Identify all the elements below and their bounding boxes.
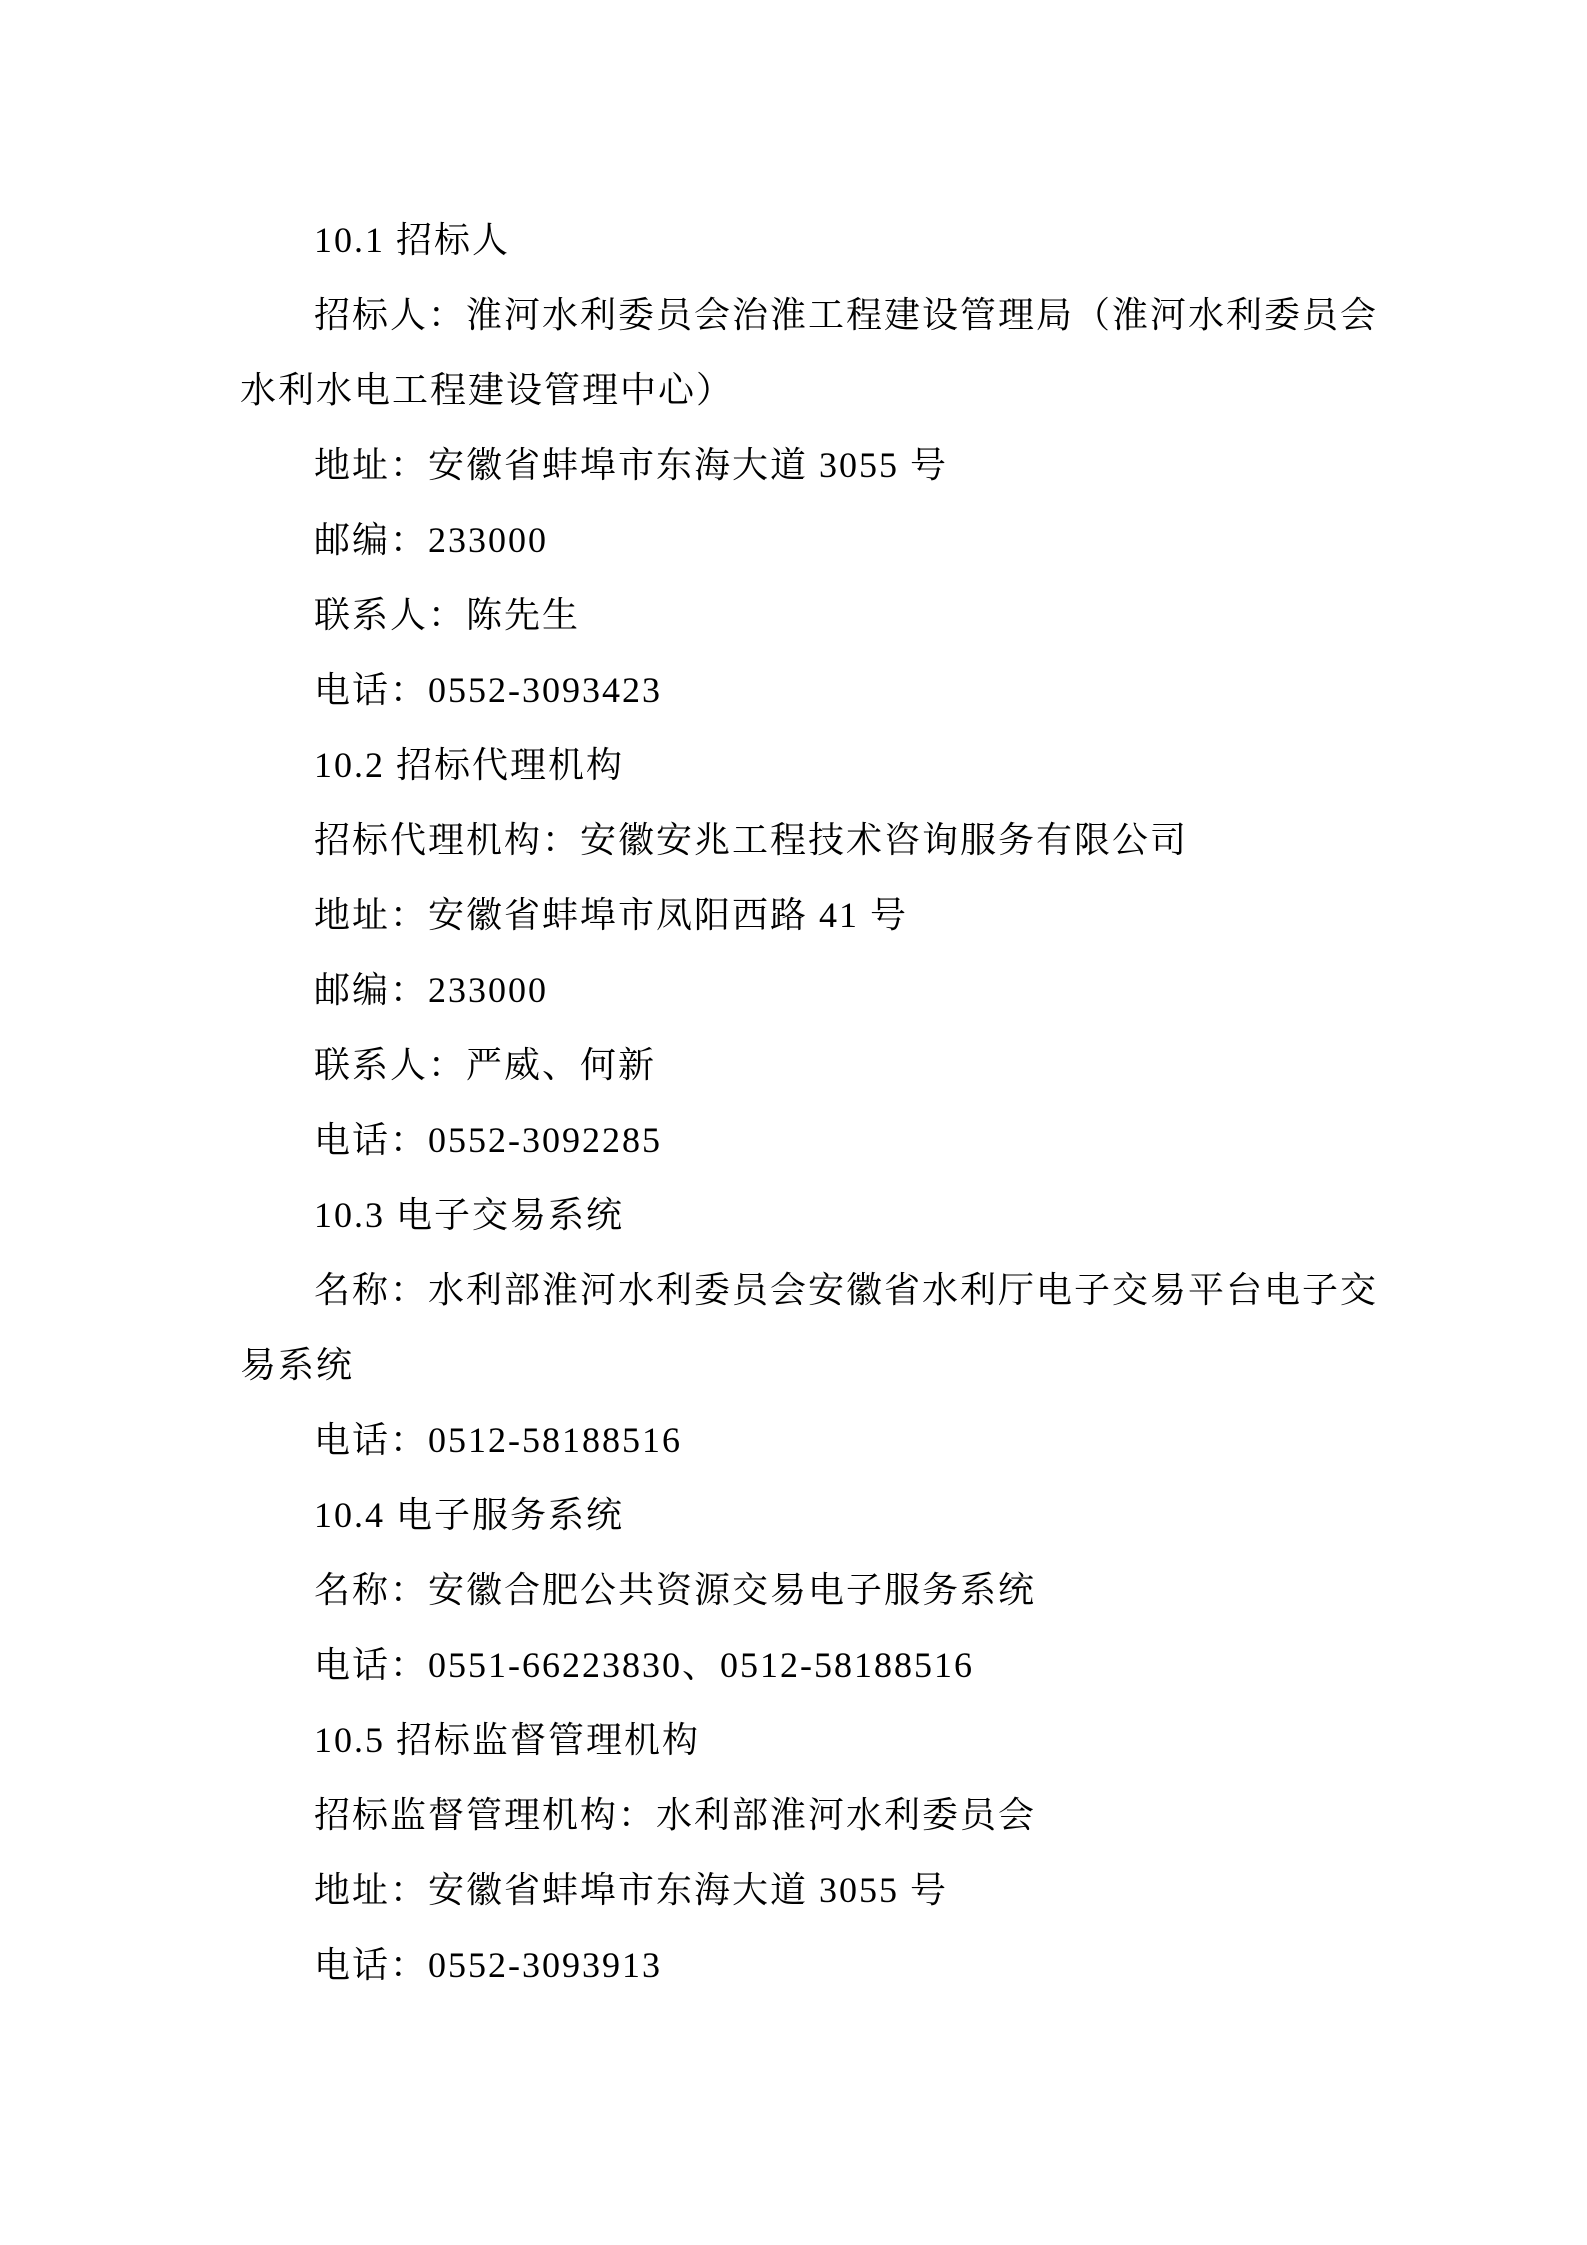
agency-contact-line: 联系人：严威、何新: [314, 1045, 657, 1085]
section-heading-10-2: 10.2 招标代理机构: [314, 745, 625, 785]
document-content: [240, 203, 1379, 2003]
section-heading-10-1: 10.1 招标人: [314, 220, 511, 260]
supervision-address-line: 地址：安徽省蚌埠市东海大道 3055 号: [314, 1870, 949, 1910]
service-system-phone-line: 电话：0551-66223830、0512-58188516: [314, 1645, 974, 1685]
trading-system-name-line-2: 易系统: [240, 1345, 355, 1385]
trading-system-name-line-1: 名称：水利部淮河水利委员会安徽省水利厅电子交易平台电子交: [314, 1270, 1379, 1310]
supervision-phone-line: 电话：0552-3093913: [314, 1945, 662, 1985]
section-heading-10-3: 10.3 电子交易系统: [314, 1195, 625, 1235]
bidder-postcode-line: 邮编：233000: [314, 520, 549, 560]
agency-address-line: 地址：安徽省蚌埠市凤阳西路 41 号: [314, 895, 909, 935]
bidder-contact-line: 联系人：陈先生: [314, 595, 581, 635]
agency-name-line: 招标代理机构：安徽安兆工程技术咨询服务有限公司: [314, 820, 1189, 860]
agency-phone-line: 电话：0552-3092285: [314, 1120, 662, 1160]
bidder-address-line: 地址：安徽省蚌埠市东海大道 3055 号: [314, 445, 949, 485]
trading-system-phone-line: 电话：0512-58188516: [314, 1420, 682, 1460]
bidder-phone-line: 电话：0552-3093423: [314, 670, 662, 710]
section-heading-10-4: 10.4 电子服务系统: [314, 1495, 625, 1535]
supervision-authority-line: 招标监督管理机构：水利部淮河水利委员会: [314, 1795, 1037, 1835]
bidder-name-line-2: 水利水电工程建设管理中心）: [240, 370, 735, 410]
agency-postcode-line: 邮编：233000: [314, 970, 549, 1010]
service-system-name-line: 名称：安徽合肥公共资源交易电子服务系统: [314, 1570, 1037, 1610]
section-heading-10-5: 10.5 招标监督管理机构: [314, 1720, 701, 1760]
bidder-name-line-1: 招标人：淮河水利委员会治淮工程建设管理局（淮河水利委员会: [314, 295, 1379, 335]
